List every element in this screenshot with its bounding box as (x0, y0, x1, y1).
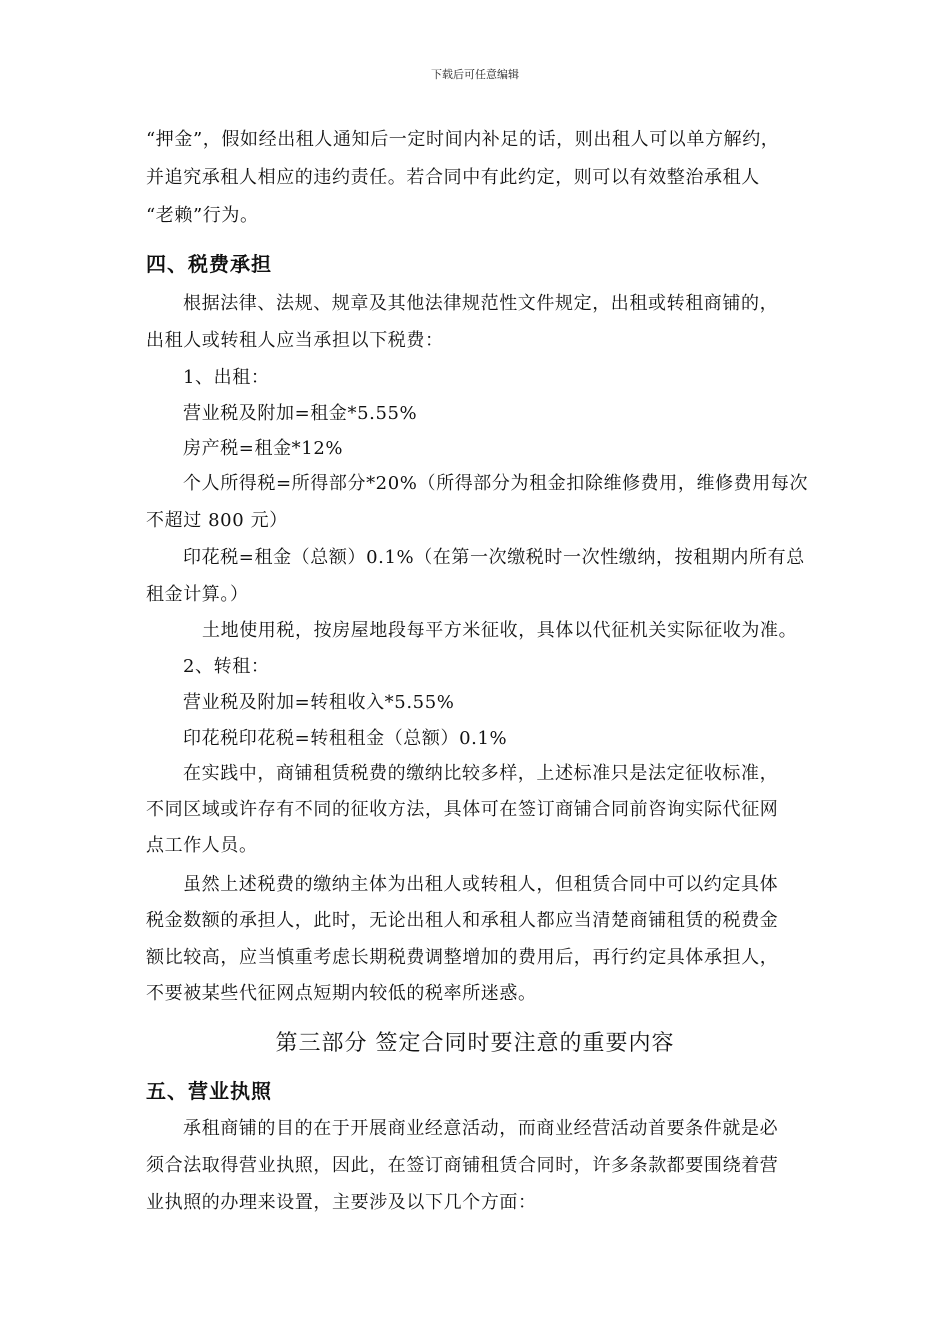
paragraph-line: 业执照的办理来设置，主要涉及以下几个方面： (146, 1192, 537, 1213)
tax-item: 印花税印花税=转租租金（总额）0.1% (183, 728, 508, 749)
tax-item: 个人所得税=所得部分*20%（所得部分为租金扣除维修费用，维修费用每次 (183, 473, 809, 494)
paragraph-line: 虽然上述税费的缴纳主体为出租人或转租人，但租赁合同中可以约定具体 (183, 874, 779, 895)
paragraph-line: 须合法取得营业执照，因此，在签订商铺租赁合同时，许多条款都要围绕着营 (146, 1155, 779, 1176)
paragraph-line: 在实践中，商铺租赁税费的缴纳比较多样，上述标准只是法定征收标准， (183, 763, 779, 784)
paragraph-line: 不要被某些代征网点短期内较低的税率所迷惑。 (146, 983, 537, 1004)
tax-item: 房产税=租金*12% (183, 438, 344, 459)
paragraph-line: 承租商铺的目的在于开展商业经意活动，而商业经营活动首要条件就是必 (183, 1118, 779, 1139)
section-heading: 五、营业执照 (146, 1079, 272, 1103)
tax-item: 租金计算。） (146, 584, 249, 605)
tax-item: 营业税及附加=转租收入*5.55% (183, 692, 455, 713)
paragraph-line: 额比较高，应当慎重考虑长期税费调整增加的费用后，再行约定具体承担人， (146, 947, 779, 968)
list-label: 2、转租： (183, 656, 270, 677)
part-title: 第三部分 签定合同时要注意的重要内容 (275, 1031, 675, 1056)
section-heading: 四、税费承担 (146, 252, 272, 276)
paragraph-line: 出租人或转租人应当承担以下税费： (146, 330, 444, 351)
paragraph-line: 根据法律、法规、规章及其他法律规范性文件规定，出租或转租商铺的， (183, 293, 779, 314)
tax-item: 营业税及附加=租金*5.55% (183, 403, 418, 424)
paragraph-line: 不同区域或许存有不同的征收方法，具体可在签订商铺合同前咨询实际代征网 (146, 799, 779, 820)
header-note: 下载后可任意编辑 (431, 68, 519, 81)
tax-item: 不超过 800 元） (146, 510, 288, 531)
paragraph-line: “老赖”行为。 (146, 205, 259, 226)
paragraph-line: 点工作人员。 (146, 835, 258, 856)
paragraph-line: 税金数额的承担人，此时，无论出租人和承租人都应当清楚商铺租赁的税费金 (146, 910, 779, 931)
tax-item: 印花税=租金（总额）0.1%（在第一次缴税时一次性缴纳，按租期内所有总 (183, 547, 805, 568)
paragraph-line: 并追究承租人相应的违约责任。若合同中有此约定，则可以有效整治承租人 (146, 167, 760, 188)
tax-item: 土地使用税，按房屋地段每平方米征收，具体以代征机关实际征收为准。 (202, 620, 798, 641)
list-label: 1、出租： (183, 367, 270, 388)
paragraph-line: “押金”，假如经出租人通知后一定时间内补足的话，则出租人可以单方解约， (146, 129, 780, 150)
